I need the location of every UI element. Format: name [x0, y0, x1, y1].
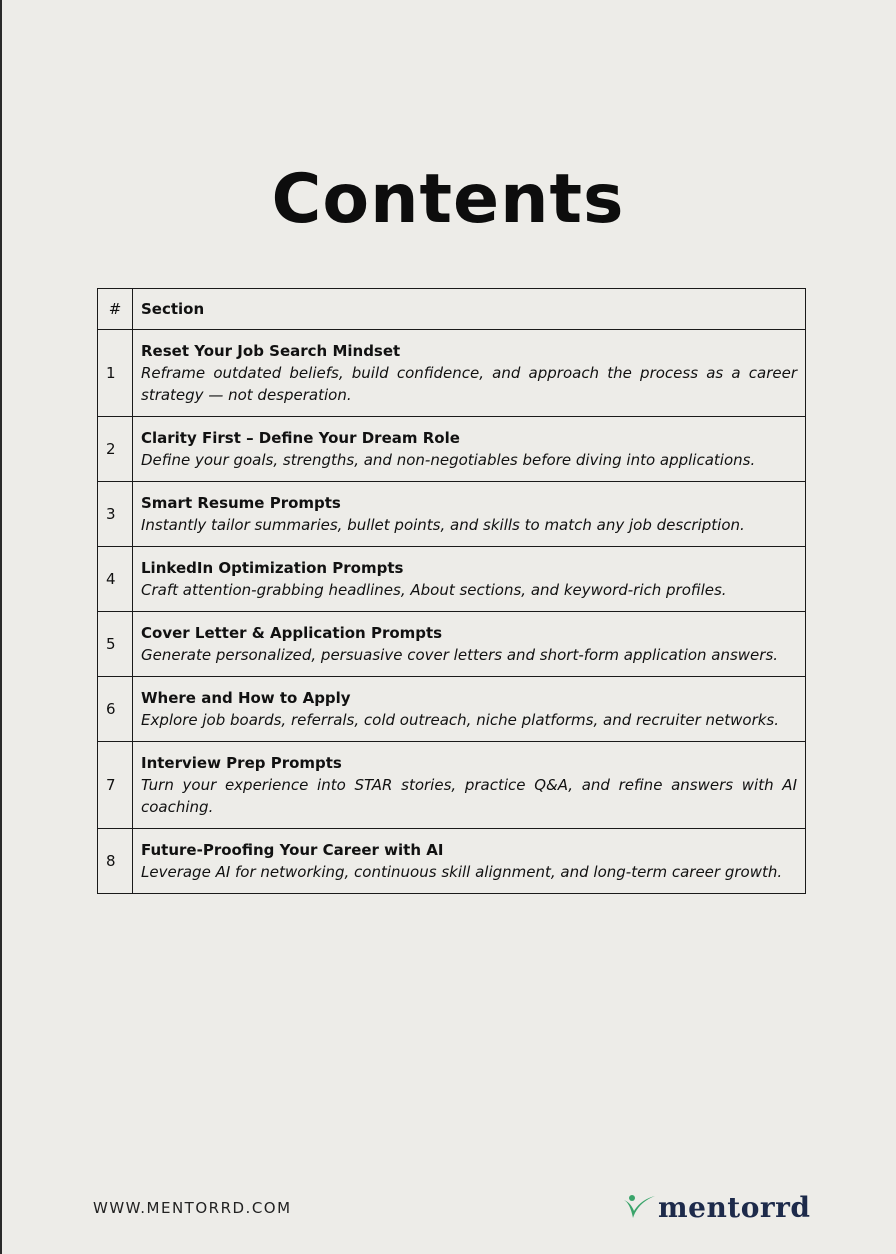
table-row	[98, 612, 806, 677]
row-number: 5	[98, 612, 133, 677]
contents-table	[97, 288, 806, 894]
table-row	[98, 547, 806, 612]
section-title: Interview Prep Prompts	[141, 754, 342, 772]
header-section: Section	[133, 289, 806, 330]
section-title: Reset Your Job Search Mindset	[141, 342, 401, 360]
section-description: Define your goals, strengths, and non-negotiables before diving into applications.	[141, 451, 756, 469]
leaf-check-icon	[622, 1192, 656, 1222]
table-header-row	[98, 289, 806, 330]
table-row	[98, 742, 806, 829]
section-description: Explore job boards, referrals, cold outreach, niche platforms, and recruiter networks.	[141, 711, 780, 729]
section-title: Cover Letter & Application Prompts	[141, 624, 443, 642]
table-row	[98, 677, 806, 742]
row-section	[133, 829, 806, 894]
table-row	[98, 417, 806, 482]
section-description: Leverage AI for networking, continuous skill alignment, and long-term career growth.	[141, 863, 783, 881]
page-title: Contents	[271, 160, 625, 239]
section-description: Craft attention-grabbing headlines, About sections, and keyword-rich profiles.	[141, 581, 727, 599]
row-section	[133, 677, 806, 742]
website-url[interactable]: WWW.MENTORRD.COM	[93, 1199, 292, 1217]
row-section	[133, 417, 806, 482]
section-description: Generate personalized, persuasive cover letters and short-form application answers.	[141, 646, 779, 664]
table-row	[98, 482, 806, 547]
table-row	[98, 330, 806, 417]
row-number: 1	[98, 330, 133, 417]
header-number: #	[98, 289, 133, 330]
row-number: 6	[98, 677, 133, 742]
row-number: 7	[98, 742, 133, 829]
row-number: 4	[98, 547, 133, 612]
logo-wordmark: mentorrd	[658, 1190, 811, 1224]
section-title: Clarity First – Define Your Dream Role	[141, 429, 460, 447]
row-number: 2	[98, 417, 133, 482]
section-title: Smart Resume Prompts	[141, 494, 341, 512]
row-section	[133, 330, 806, 417]
section-description: Instantly tailor summaries, bullet points, and skills to match any job description.	[141, 516, 745, 534]
table-row	[98, 829, 806, 894]
row-section	[133, 612, 806, 677]
section-description: Turn your experience into STAR stories, practice Q&A, and refine answers with AI coaching.	[141, 776, 797, 816]
section-title: LinkedIn Optimization Prompts	[141, 559, 404, 577]
section-title: Where and How to Apply	[141, 689, 351, 707]
row-number: 8	[98, 829, 133, 894]
row-section	[133, 742, 806, 829]
row-section	[133, 547, 806, 612]
brand-logo	[622, 1190, 811, 1224]
section-title: Future-Proofing Your Career with AI	[141, 841, 444, 859]
row-number: 3	[98, 482, 133, 547]
section-description: Reframe outdated beliefs, build confidence, and approach the process as a career strategy — not desperation.	[141, 364, 797, 404]
row-section	[133, 482, 806, 547]
